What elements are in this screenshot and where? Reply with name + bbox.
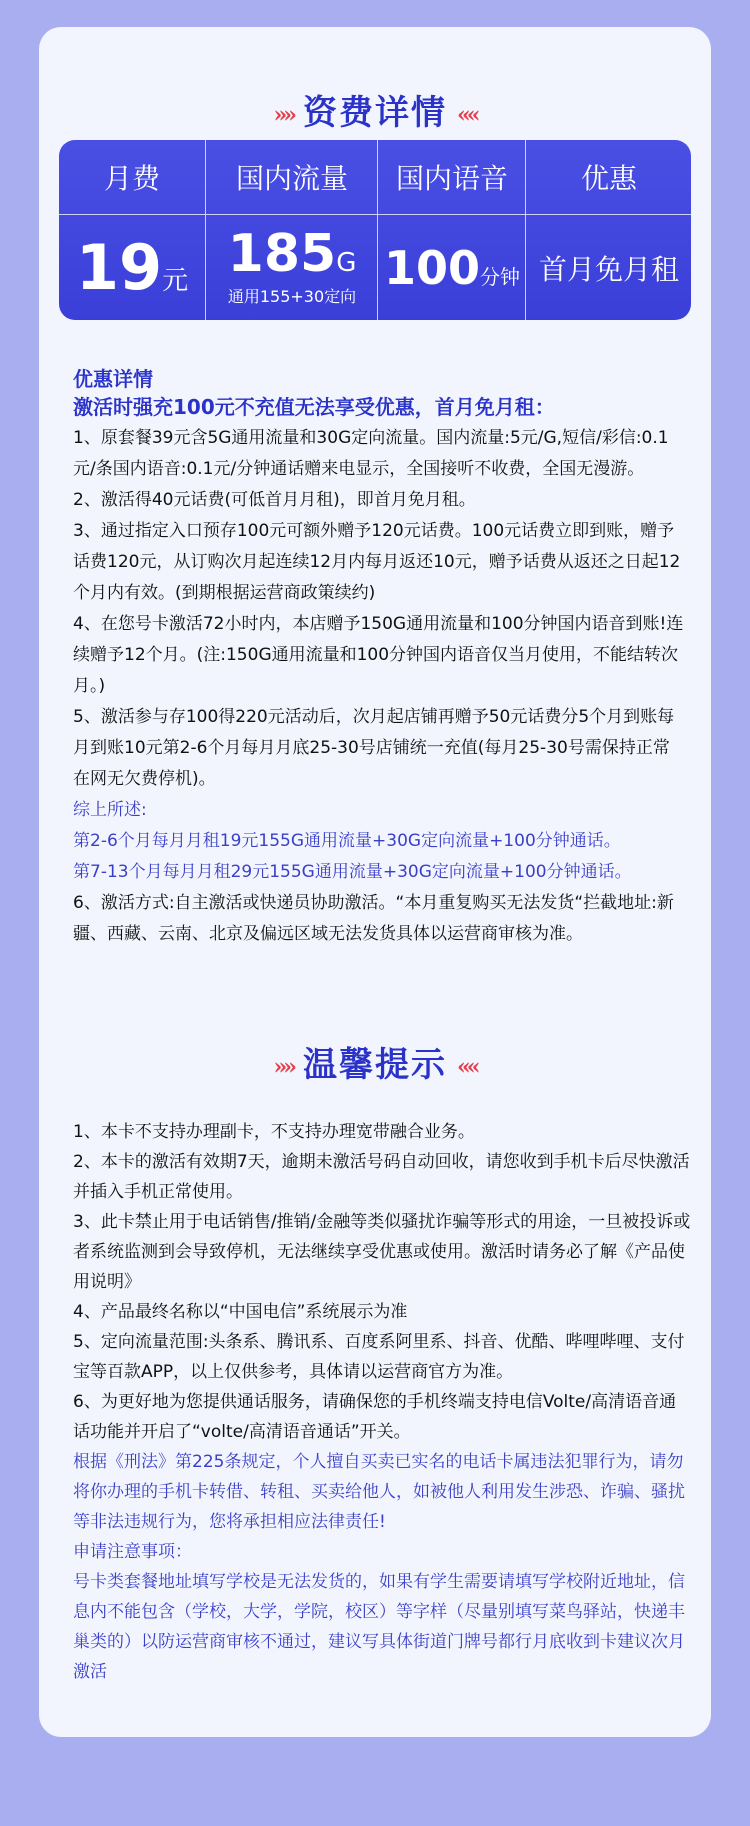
offer-subheading: 激活时强充100元不充值无法享受优惠，首月免月租： — [73, 395, 555, 419]
double-chevron-right-icon: »» — [273, 1054, 293, 1080]
double-chevron-left-icon: «« — [457, 1054, 477, 1080]
data-note: 通用155+30定向 — [227, 287, 357, 306]
discount-value: 首月免月租 — [538, 252, 679, 286]
offer-item: 2、激活得40元话费(可低首月月租)，即首月免月租。 — [73, 490, 476, 510]
fee-table — [59, 140, 691, 320]
double-chevron-left-icon: «« — [457, 102, 477, 128]
offer-heading: 优惠详情 — [73, 367, 153, 391]
offer-item: 4、在您号卡激活72小时内，本店赠予150G通用流量和100分钟国内语音到账!连续赠予12个月。(注:150G通用流量和100分钟国内语音仅当月使用，不能结转次月。) — [73, 614, 684, 696]
fee-header: 国内语音 — [395, 162, 508, 195]
application-notice: 号卡类套餐地址填写学校是无法发货的，如果有学生需要请填写学校附近地址，信息内不能包含（学校，大学，学院，校区）等字样（尽量别填写菜鸟驿站，快递丰巢类的）以防运营商审核不通过，建议写具体街道门牌号都行月底收到卡建议次月激活 — [73, 1572, 685, 1682]
content-card — [39, 27, 711, 1737]
notice-label: 申请注意事项： — [73, 1542, 192, 1562]
offer-item: 5、激活参与存100得220元活动后，次月起店铺再赠予50元话费分5个月到账每月到账10元第2-6个月每月月底25-30号店铺统一充值(每月25-30号需保持正常在网无欠费停机)。 — [73, 707, 675, 789]
fee-col-voice — [377, 140, 526, 320]
summary-line: 第7-13个月每月月租29元155G通用流量+30G定向流量+100分钟通话。 — [73, 862, 632, 882]
fee-col-discount — [525, 140, 691, 320]
offer-item: 3、通过指定入口预存100元可额外赠予120元话费。100元话费立即到账，赠予话费120元，从订购次月起连续12月内每月返还10元，赠予话费从返还之日起12个月内有效。(到期根据运营商政策续约) — [73, 521, 681, 603]
summary-label: 综上所述: — [73, 800, 147, 820]
monthly-fee-value: 19 元 — [75, 230, 189, 304]
tip-item: 4、产品最终名称以“中国电信”系统展示为准 — [73, 1302, 408, 1322]
data-value: 185G 通用155+30定向 — [227, 224, 357, 306]
summary-line: 第2-6个月每月月租19元155G通用流量+30G定向流量+100分钟通话。 — [73, 831, 621, 851]
tip-item: 5、定向流量范围:头条系、腾讯系、百度系阿里系、抖音、优酷、哔哩哔哩、支付宝等百款APP，以上仅供参考，具体请以运营商官方为准。 — [73, 1332, 685, 1382]
tip-item: 1、本卡不支持办理副卡，不支持办理宽带融合业务。 — [73, 1122, 475, 1142]
tip-item: 2、本卡的激活有效期7天，逾期未激活号码自动回收，请您收到手机卡后尽快激活并插入手机正常使用。 — [73, 1152, 690, 1202]
tips-list — [73, 1117, 693, 1687]
law-notice: 根据《刑法》第225条规定，个人擅自买卖已实名的电话卡属违法犯罪行为，请勿将你办理的手机卡转借、转租、买卖给他人，如被他人利用发生涉恐、诈骗、骚扰等非法违规行为，您将承担相应法律责任! — [73, 1452, 685, 1532]
voice-value: 100 分钟 — [383, 240, 521, 295]
fee-header: 优惠 — [580, 162, 637, 195]
offer-item: 6、激活方式:自主激活或快递员协助激活。“本月重复购买无法发货“拦截地址:新疆、西藏、云南、北京及偏远区域无法发货具体以运营商审核为准。 — [73, 893, 674, 944]
offer-details — [73, 365, 685, 950]
fee-col-monthly — [59, 140, 205, 320]
double-chevron-right-icon: »» — [273, 102, 293, 128]
offer-item: 1、原套餐39元含5G通用流量和30G定向流量。国内流量:5元/G,短信/彩信:0.1元/条国内语音:0.1元/分钟通话赠来电显示，全国接听不收费，全国无漫游。 — [73, 428, 669, 479]
fee-header: 月费 — [103, 162, 160, 195]
section-title-tips: »» 温馨提示 «« — [273, 1045, 477, 1085]
tip-item: 6、为更好地为您提供通话服务，请确保您的手机终端支持电信Volte/高清语音通话功能并开启了“volte/高清语音通话”开关。 — [73, 1392, 677, 1442]
fee-header: 国内流量 — [235, 162, 348, 195]
tip-item: 3、此卡禁止用于电话销售/推销/金融等类似骚扰诈骗等形式的用途，一旦被投诉或者系统监测到会导致停机，无法继续享受优惠或使用。激活时请务必了解《产品使用说明》 — [73, 1212, 691, 1292]
fee-col-data — [205, 140, 378, 320]
section-title-fees: »» 资费详情 «« — [273, 93, 477, 133]
